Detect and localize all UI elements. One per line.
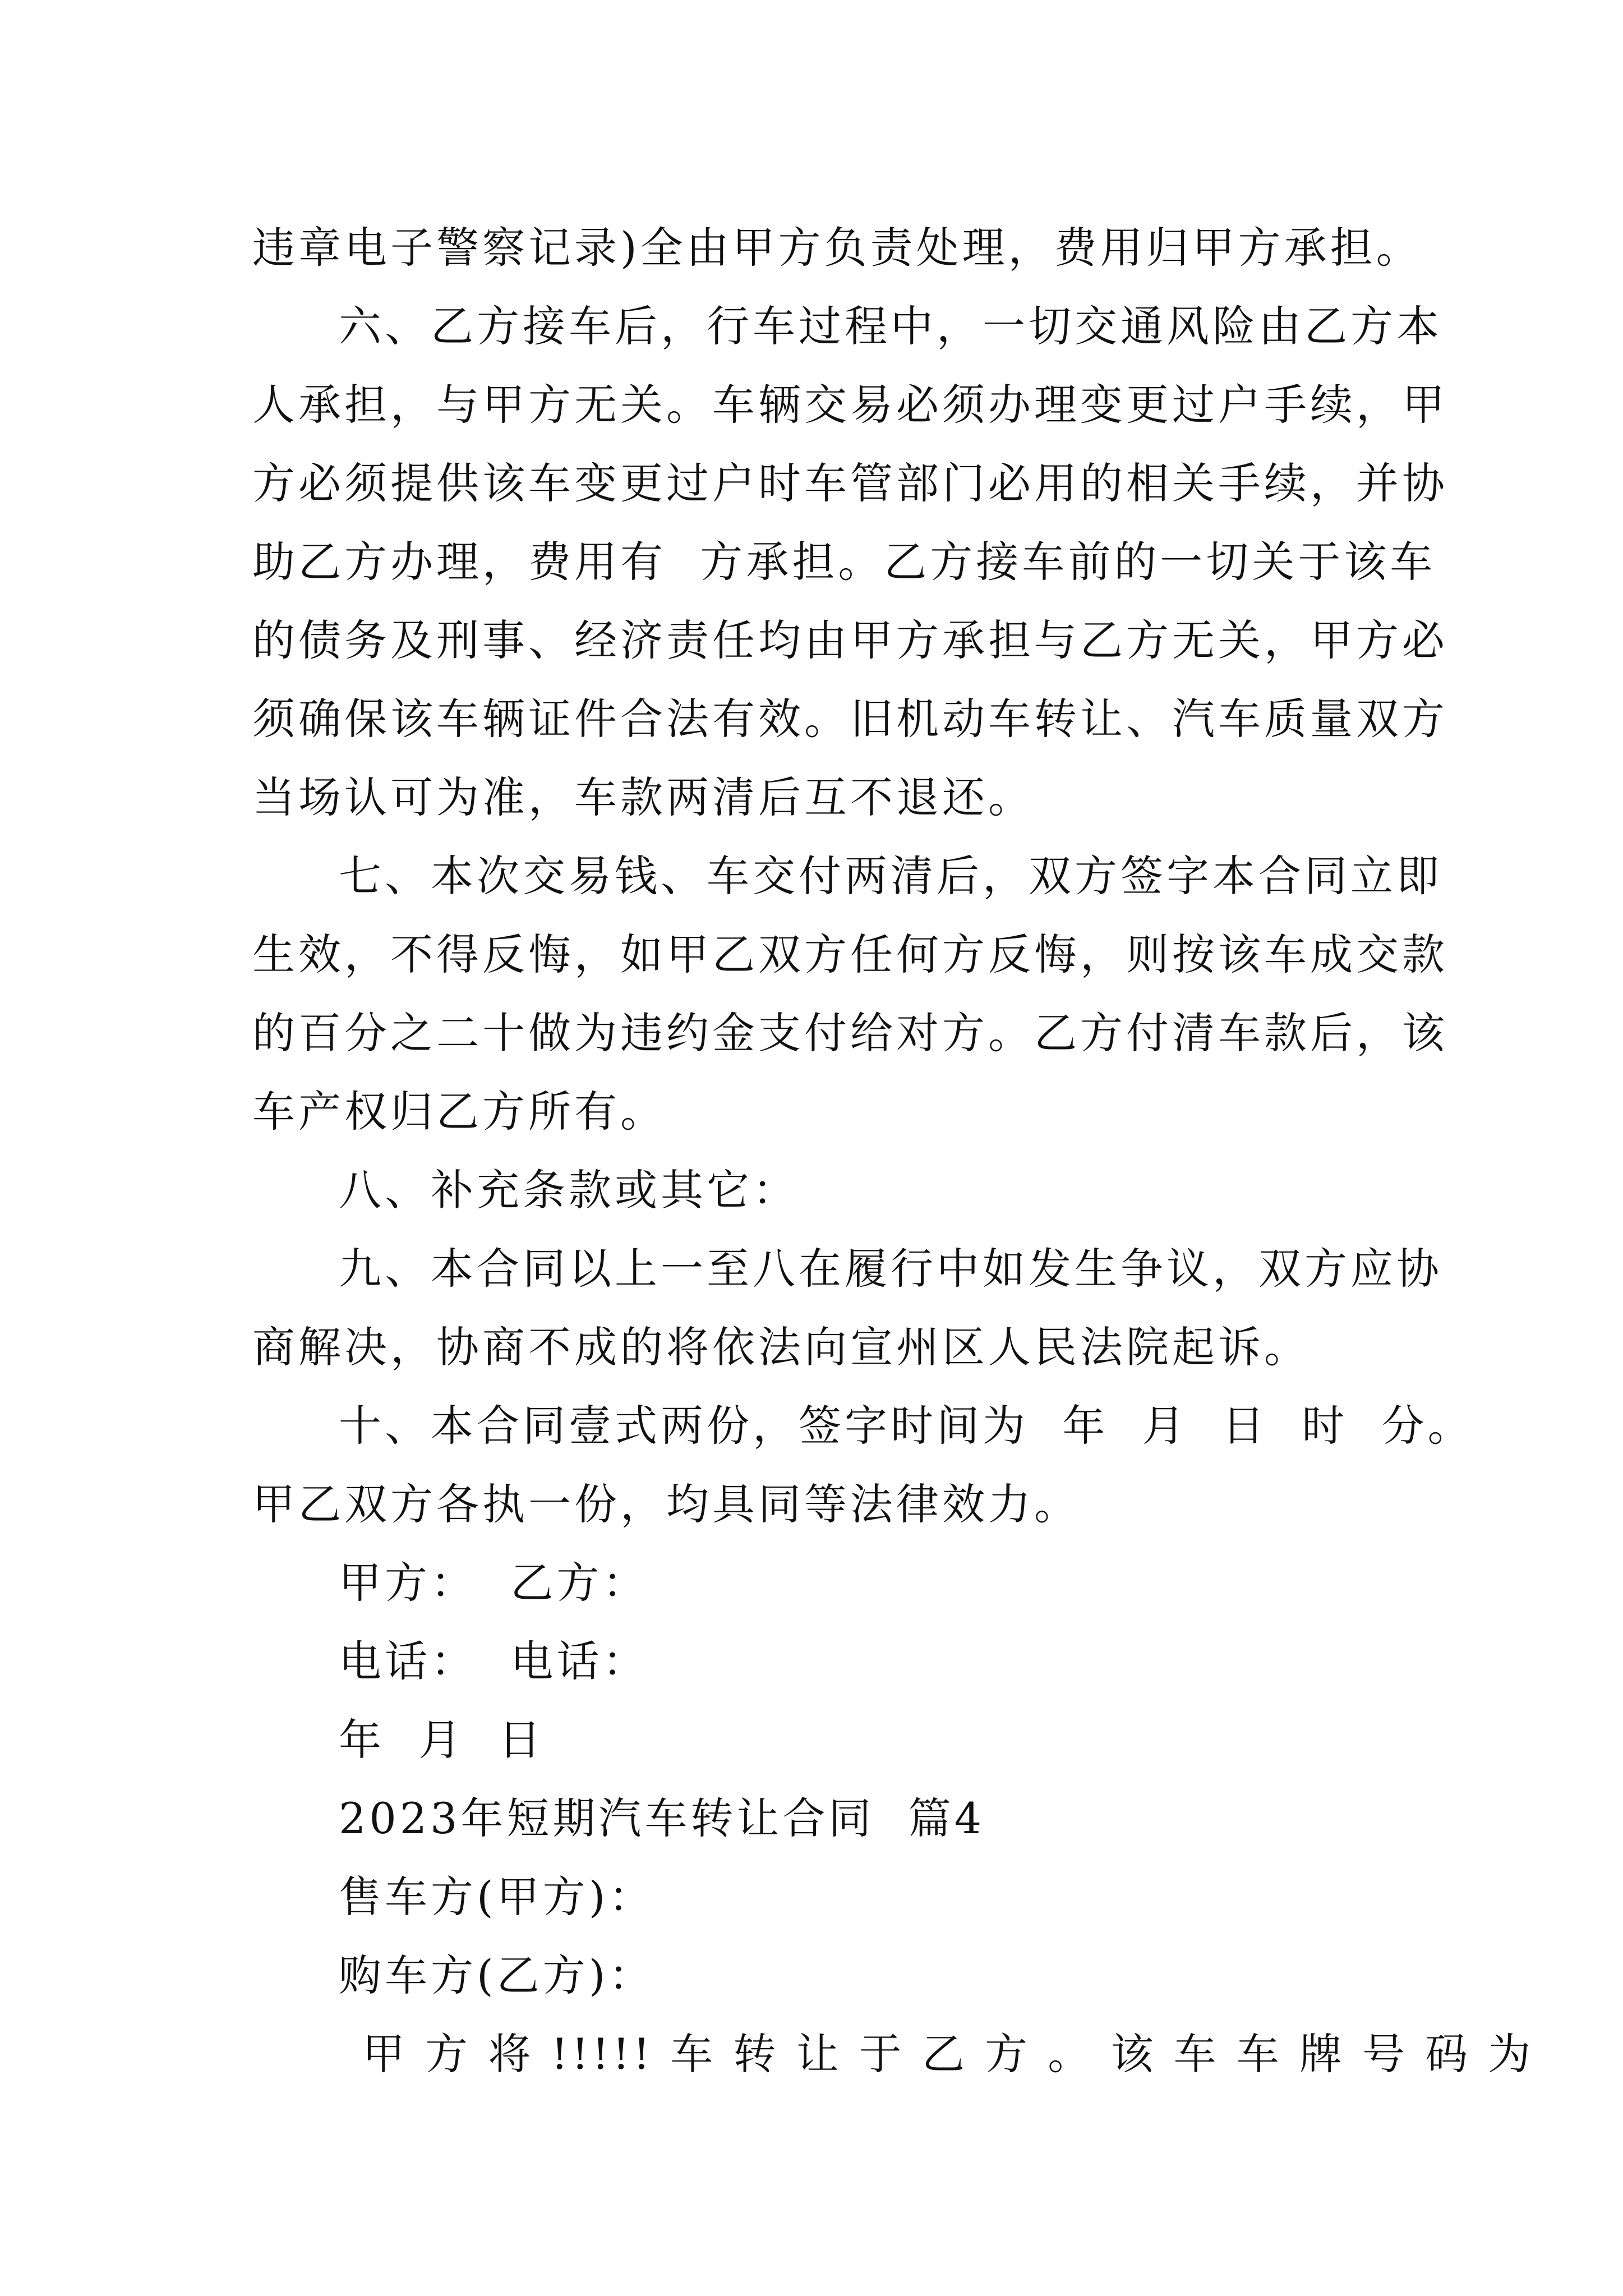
transfer-line-1: 甲 方 将 !!!!! 车 转 让 于 乙 方 。 该 车 车 牌 号 码 为	[362, 2029, 1534, 2079]
clause-9-line-1: 九、本合同以上一至八在履行中如发生争议，双方应协	[339, 1244, 1442, 1294]
text-line-1: 违章电子警察记录)全由甲方负责处理，费用归甲方承担。	[252, 223, 1422, 273]
buyer-line: 购车方(乙方)：	[339, 1950, 655, 2000]
clause-6-line-5: 的债务及刑事、经济责任均由甲方承担与乙方无关，甲方必	[252, 615, 1448, 665]
clause-6-line-2: 人承担，与甲方无关。车辆交易必须办理变更过户手续，甲	[252, 380, 1448, 430]
clause-7-line-1: 七、本次交易钱、车交付两清后，双方签字本合同立即	[339, 851, 1442, 901]
clause-10-line-1: 十、本合同壹式两份，签字时间为 年 月 日 时 分。	[339, 1401, 1474, 1451]
clause-6-line-3: 方必须提供该车变更过户时车管部门必用的相关手续，并协	[252, 458, 1448, 508]
clause-6-line-4: 助乙方办理，费用有 方承担。乙方接车前的一切关于该车	[252, 537, 1436, 587]
clause-6-line-6: 须确保该车辆证件合法有效。旧机动车转让、汽车质量双方	[252, 694, 1448, 744]
clause-7-line-4: 车产权归乙方所有。	[252, 1087, 666, 1137]
signature-date-line: 年 月 日	[339, 1715, 545, 1765]
clause-6-line-1: 六、乙方接车后，行车过程中，一切交通风险由乙方本	[339, 301, 1442, 351]
clause-6-line-7: 当场认可为准，车款两清后互不退还。	[252, 772, 1034, 822]
clause-7-line-3: 的百分之二十做为违约金支付给对方。乙方付清车款后，该	[252, 1008, 1448, 1058]
clause-7-line-2: 生效，不得反悔，如甲乙双方任何方反悔，则按该车成交款	[252, 930, 1448, 979]
signature-phone-line: 电话： 电话：	[339, 1636, 649, 1686]
clause-9-line-2: 商解决，协商不成的将依法向宣州区人民法院起诉。	[252, 1322, 1310, 1372]
signature-party-line: 甲方： 乙方：	[339, 1558, 649, 1608]
seller-line: 售车方(甲方)：	[339, 1872, 655, 1922]
clause-8-line-1: 八、补充条款或其它：	[339, 1165, 799, 1215]
section-title-4: 2023年短期汽车转让合同 篇4	[339, 1793, 985, 1843]
contract-page	[252, 209, 1534, 2093]
clause-10-line-2: 甲乙双方各执一份，均具同等法律效力。	[252, 1479, 1080, 1529]
